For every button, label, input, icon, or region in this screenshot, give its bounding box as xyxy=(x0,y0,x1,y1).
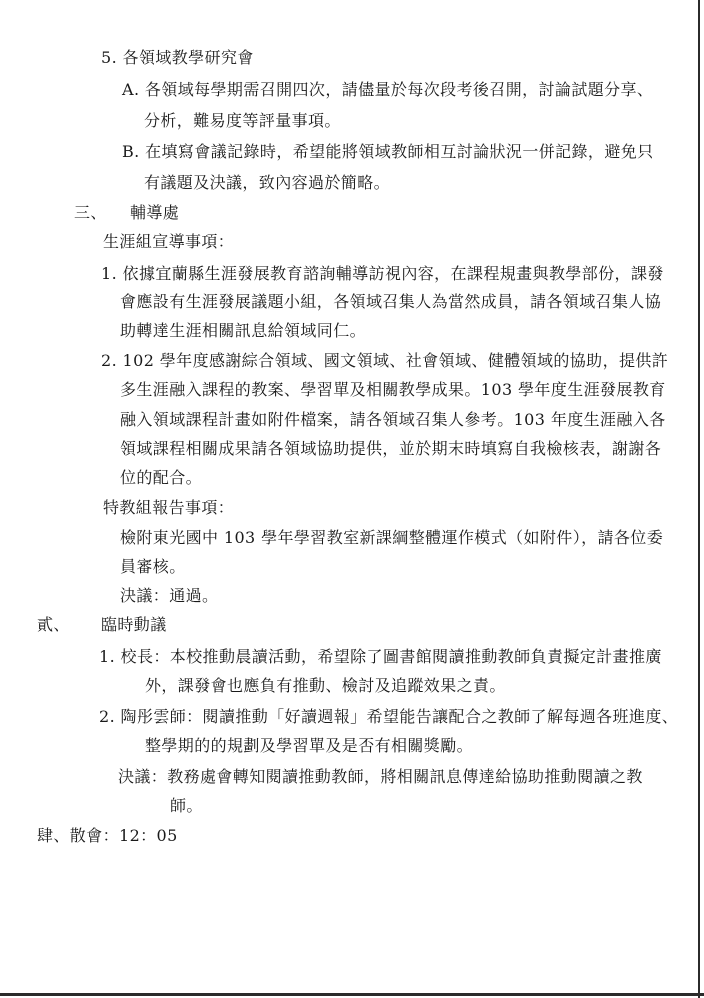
career-item2-line4: 領域課程相關成果請各領域協助提供，並於期末時填寫自我檢核表，謝謝各 xyxy=(120,439,662,458)
career-item2-line3: 融入領域課程計畫如附件檔案，請各領域召集人參考。103 年度生涯融入各 xyxy=(120,410,666,429)
section5-item-b-line2: 有議題及決議，致內容過於簡略。 xyxy=(144,173,391,192)
special-ed-line2: 員審核。 xyxy=(120,557,186,576)
motion2-line1: 2. 陶彤雲師：閱讀推動「好讀週報」希望能告讓配合之教師了解每週各班進度、 xyxy=(99,707,679,726)
career-item2-line5: 位的配合。 xyxy=(120,468,203,487)
section5-heading: 5. 各領域教學研究會 xyxy=(101,48,254,67)
motions-resolution-line2: 師。 xyxy=(170,796,203,815)
section-three-number: 三、 xyxy=(74,203,107,222)
career-item2-line1: 2. 102 學年度感謝綜合領域、國文領域、社會領域、健體領域的協助，提供許 xyxy=(101,351,669,370)
career-item1-line3: 助轉達生涯相關訊息給領域同仁。 xyxy=(120,321,367,340)
motions-resolution-line1: 決議：教務處會轉知閱讀推動教師，將相關訊息傳達給協助推動閱讀之教 xyxy=(118,767,643,786)
career-item1-line2: 會應設有生涯發展議題小組，各領域召集人為當然成員，請各領域召集人協 xyxy=(120,292,662,311)
special-ed-resolution: 決議：通過。 xyxy=(120,586,219,605)
extra-motions-number: 貳、 xyxy=(37,615,70,634)
motion1-line2: 外，課發會也應負有推動、檢討及追蹤效果之責。 xyxy=(145,676,506,695)
section5-item-b-line1: B. 在填寫會議記錄時，希望能將領域教師相互討論狀況一併記錄，避免只 xyxy=(122,142,654,161)
scan-border-bottom xyxy=(0,993,704,996)
career-item1-line1: 1. 依據宜蘭縣生涯發展教育諮詢輔導訪視內容，在課程規畫與教學部份，課發 xyxy=(101,264,664,283)
scan-border-right xyxy=(698,0,700,998)
motion2-line2: 整學期的的規劃及學習單及是否有相關獎勵。 xyxy=(145,736,474,755)
section5-item-a-line1: A. 各領域每學期需召開四次，請儘量於每次段考後召開，討論試題分享、 xyxy=(122,80,654,99)
section-three-title: 輔導處 xyxy=(130,203,180,222)
special-ed-line1: 檢附東光國中 103 學年學習教室新課綱整體運作模式（如附件），請各位委 xyxy=(120,528,664,547)
meeting-adjourned: 肆、散會：12：05 xyxy=(37,826,178,845)
career-heading: 生涯組宣導事項： xyxy=(103,232,235,251)
motion1-line1: 1. 校長：本校推動晨讀活動，希望除了圖書館閱讀推動教師負責擬定計畫推廣 xyxy=(99,647,662,666)
career-item2-line2: 多生涯融入課程的教案、學習單及相關教學成果。103 學年度生涯發展教育 xyxy=(120,380,666,399)
special-ed-heading: 特教組報告事項： xyxy=(103,498,235,517)
extra-motions-title: 臨時動議 xyxy=(101,615,167,634)
section5-item-a-line2: 分析，難易度等評量事項。 xyxy=(144,111,341,130)
